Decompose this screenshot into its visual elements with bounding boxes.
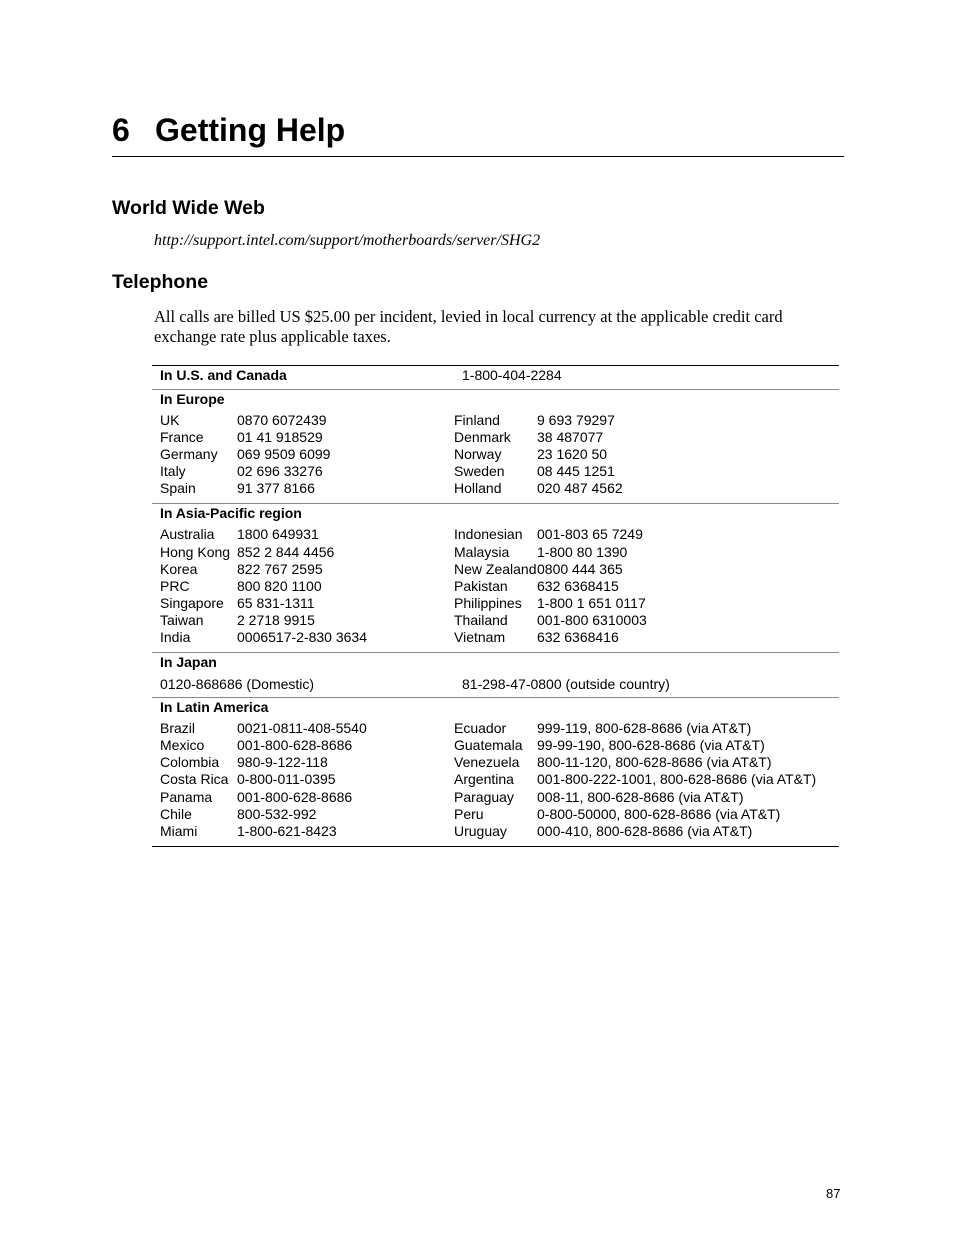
japan-domestic: 0120-868686 (Domestic) bbox=[160, 676, 315, 693]
country-name: UK bbox=[160, 412, 180, 428]
country-name: Malaysia bbox=[454, 543, 510, 560]
country-name: Italy bbox=[160, 463, 186, 480]
country-name: Mexico bbox=[160, 737, 205, 754]
phone-number: 001-800-628-8686 bbox=[237, 788, 353, 805]
country-name: Sweden bbox=[454, 463, 505, 480]
region-header-latin bbox=[152, 698, 839, 721]
phone-number: 001-800 6310003 bbox=[537, 611, 647, 628]
billing-paragraph: All calls are billed US $25.00 per incident, levied in local currency at the applicable credit card exchange rate plus applicable taxes. bbox=[154, 307, 783, 346]
country-name: India bbox=[160, 629, 191, 646]
country-name: Korea bbox=[160, 560, 198, 577]
phone-number: 980-9-122-118 bbox=[237, 754, 328, 771]
phone-number: 0021-0811-408-5540 bbox=[237, 720, 367, 737]
country-name: Singapore bbox=[160, 594, 224, 611]
phone-number: 632 6368415 bbox=[537, 577, 619, 594]
country-name: Miami bbox=[160, 822, 198, 839]
country-name: Finland bbox=[454, 412, 500, 428]
phone-number: 23 1620 50 bbox=[537, 446, 608, 463]
phone-number: 800-532-992 bbox=[237, 805, 317, 822]
country-name: Hong Kong bbox=[160, 543, 231, 560]
country-name: Holland bbox=[454, 480, 502, 497]
country-name: Indonesian bbox=[454, 526, 523, 543]
phone-number: 008-11, 800-628-8686 (via AT&T) bbox=[537, 788, 744, 805]
region-label: In Europe bbox=[152, 390, 839, 413]
country-name: Uruguay bbox=[454, 822, 507, 839]
phone-number: 800 820 1100 bbox=[237, 577, 322, 594]
region-header-japan bbox=[152, 653, 839, 676]
phone-number: 91 377 8166 bbox=[237, 480, 315, 497]
phone-number: 65 831-1311 bbox=[237, 594, 315, 611]
region-header-europe bbox=[152, 390, 839, 413]
country-name: Chile bbox=[160, 805, 192, 822]
phone-number: 01 41 918529 bbox=[237, 429, 323, 446]
phone-number: 0006517-2-830 3634 bbox=[237, 629, 368, 646]
region-label: In Asia-Pacific region bbox=[152, 504, 839, 527]
region-label: In Latin America bbox=[152, 698, 839, 721]
chapter-heading bbox=[112, 108, 844, 157]
country-name: Pakistan bbox=[454, 577, 508, 594]
phone-number: 1-800 1 651 0117 bbox=[537, 594, 646, 611]
region-row-us bbox=[152, 366, 839, 390]
phone-number: 800-11-120, 800-628-8686 (via AT&T) bbox=[537, 754, 772, 771]
phone-table bbox=[152, 365, 839, 847]
phone-number: 0-800-011-0395 bbox=[237, 771, 336, 788]
phone-number: 38 487077 bbox=[537, 429, 604, 446]
country-name: Costa Rica bbox=[160, 771, 229, 788]
country-name: Paraguay bbox=[454, 788, 514, 805]
support-url[interactable]: http://support.intel.com/support/motherboards/server/SHG2 bbox=[154, 232, 541, 249]
country-name: Guatemala bbox=[454, 737, 523, 754]
region-body-latin bbox=[152, 720, 839, 846]
phone-number: 2 2718 9915 bbox=[237, 611, 315, 628]
phone-number: 852 2 844 4456 bbox=[237, 543, 335, 560]
chapter-number: 6 bbox=[112, 112, 130, 148]
phone-number: 001-800-222-1001, 800-628-8686 (via AT&T) bbox=[537, 771, 817, 788]
region-label: In U.S. and Canada bbox=[160, 367, 287, 383]
asia-left bbox=[152, 526, 454, 646]
phone-number: 0-800-50000, 800-628-8686 (via AT&T) bbox=[537, 805, 781, 822]
phone-number: 999-119, 800-628-8686 (via AT&T) bbox=[537, 720, 752, 737]
phone-number: 822 767 2595 bbox=[237, 560, 323, 577]
latin-right bbox=[454, 720, 816, 840]
region-body-europe bbox=[152, 412, 839, 504]
phone-number: 020 487 4562 bbox=[537, 480, 623, 497]
phone-number: 02 696 33276 bbox=[237, 463, 323, 480]
chapter-title: Getting Help bbox=[155, 112, 346, 148]
phone-number: 000-410, 800-628-8686 (via AT&T) bbox=[537, 822, 753, 839]
europe-right bbox=[454, 412, 623, 497]
country-name: Brazil bbox=[160, 720, 196, 737]
phone-number: 001-803 65 7249 bbox=[537, 526, 643, 543]
phone-number: 0870 6072439 bbox=[237, 412, 327, 428]
japan-outside: 81-298-47-0800 (outside country) bbox=[462, 676, 670, 693]
asia-right bbox=[454, 526, 647, 646]
phone-number: 1-800-404-2284 bbox=[462, 367, 562, 383]
region-header-asia bbox=[152, 504, 839, 527]
page-number: 87 bbox=[826, 1186, 841, 1201]
country-name: Taiwan bbox=[160, 611, 204, 628]
phone-number: 1-800 80 1390 bbox=[537, 543, 628, 560]
phone-number: 08 445 1251 bbox=[537, 463, 615, 480]
country-name: Vietnam bbox=[454, 629, 506, 646]
region-body-asia bbox=[152, 526, 839, 652]
phone-number: 0800 444 365 bbox=[537, 560, 623, 577]
country-name: New Zealand bbox=[454, 560, 537, 577]
country-name: Philippines bbox=[454, 594, 522, 611]
region-body-japan bbox=[152, 675, 839, 698]
country-name: Spain bbox=[160, 480, 196, 497]
country-name: Denmark bbox=[454, 429, 511, 446]
phone-number: 9 693 79297 bbox=[537, 412, 615, 428]
phone-number: 069 9509 6099 bbox=[237, 446, 331, 463]
section-heading-web: World Wide Web bbox=[112, 197, 265, 219]
latin-left bbox=[152, 720, 454, 840]
country-name: Thailand bbox=[454, 611, 508, 628]
country-name: France bbox=[160, 429, 204, 446]
section-heading-telephone: Telephone bbox=[112, 271, 209, 293]
country-name: PRC bbox=[160, 577, 190, 594]
phone-number: 632 6368416 bbox=[537, 629, 619, 646]
country-name: Australia bbox=[160, 526, 215, 543]
country-name: Argentina bbox=[454, 771, 514, 788]
country-name: Colombia bbox=[160, 754, 220, 771]
phone-number: 1-800-621-8423 bbox=[237, 822, 337, 839]
phone-number: 99-99-190, 800-628-8686 (via AT&T) bbox=[537, 737, 765, 754]
country-name: Venezuela bbox=[454, 754, 520, 771]
phone-number: 001-800-628-8686 bbox=[237, 737, 353, 754]
country-name: Panama bbox=[160, 788, 213, 805]
country-name: Germany bbox=[160, 446, 218, 463]
country-name: Norway bbox=[454, 446, 502, 463]
region-label: In Japan bbox=[152, 653, 839, 676]
country-name: Peru bbox=[454, 805, 484, 822]
europe-left bbox=[152, 412, 454, 497]
phone-number: 1800 649931 bbox=[237, 526, 319, 543]
country-name: Ecuador bbox=[454, 720, 507, 737]
